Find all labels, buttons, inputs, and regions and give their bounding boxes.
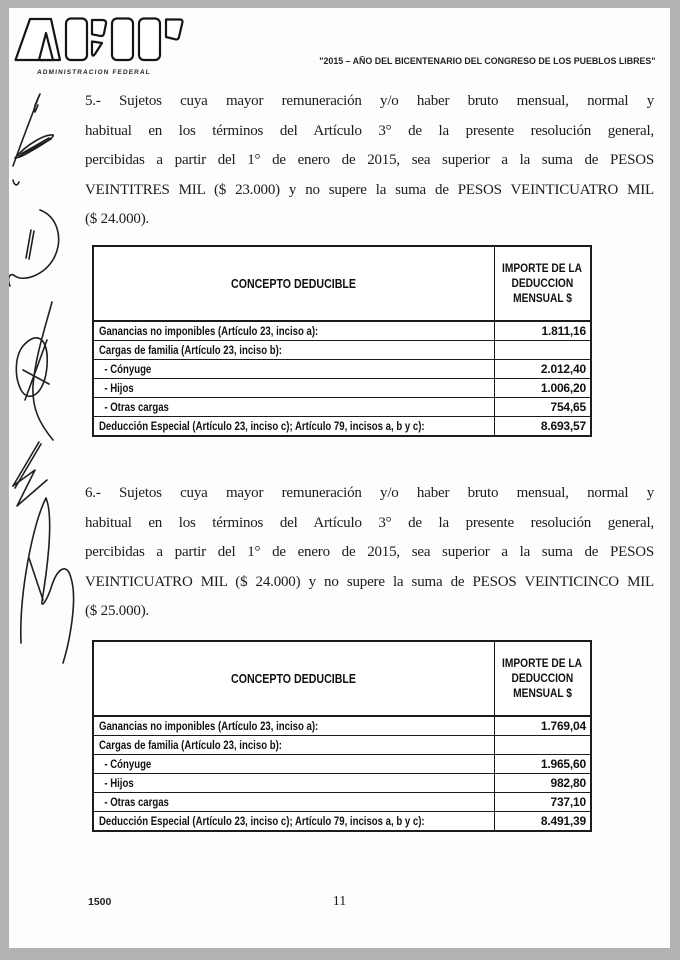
table-row: [94, 398, 590, 417]
table-body: [94, 322, 590, 435]
pen-mark-5: [21, 498, 74, 663]
text-line: 5.- Sujetos cuya mayor remuneración y/o haber bruto mensual, normal y: [85, 93, 654, 109]
table-row: [94, 755, 590, 774]
amount-header-line: IMPORTE DE LA: [502, 656, 583, 670]
pen-mark-2: [9, 210, 59, 286]
amount-cell: 982,80: [550, 776, 586, 790]
table-row: [94, 322, 590, 341]
concept-cell: Cargas de familia (Artículo 23, inciso b):: [94, 736, 495, 754]
amount-cell: [495, 341, 590, 359]
footer-page-number: 11: [332, 894, 347, 909]
concept-cell: - Otras cargas: [94, 398, 495, 416]
amount-cell: 8.693,57: [540, 419, 586, 433]
amount-header-line: MENSUAL $: [513, 291, 572, 305]
table-row: [94, 793, 590, 812]
text-line: percibidas a partir del 1° de enero de 2015, sea superior a la suma de PESOS: [85, 544, 654, 560]
concept-cell: Cargas de familia (Artículo 23, inciso b):: [94, 341, 495, 359]
pen-mark-3: [16, 302, 53, 440]
text-line: habitual en los términos del Artículo 3° de la presente resolución general,: [85, 122, 654, 139]
afip-logo: [14, 17, 214, 76]
amount-cell: 1.965,60: [540, 757, 586, 771]
text-line: ($ 24.000).: [85, 211, 150, 227]
amount-cell: 1.006,20: [540, 381, 586, 395]
table-header-row: [94, 247, 590, 322]
amount-header-line: IMPORTE DE LA: [502, 261, 583, 275]
deduction-table-1: [92, 245, 592, 437]
table-row: [94, 417, 590, 435]
concept-header-cell: CONCEPTO DEDUCIBLE: [94, 247, 495, 320]
footer-form-number: 1500: [88, 896, 112, 908]
amount-cell: 1.811,16: [541, 324, 586, 338]
concept-cell: Deducción Especial (Artículo 23, inciso c); Artículo 79, incisos a, b y c):: [94, 812, 495, 830]
amount-cell: [495, 736, 590, 754]
amount-cell: 754,65: [550, 400, 586, 414]
amount-header-cell: [495, 247, 590, 320]
text-line: ($ 25.000).: [85, 603, 150, 619]
concept-cell: Ganancias no imponibles (Artículo 23, inciso a):: [94, 322, 495, 340]
deduction-table-2: [92, 640, 592, 832]
header-motto-text: "2015 – AÑO DEL BICENTENARIO DEL CONGRESO DE LOS PUEBLOS LIBRES": [318, 56, 655, 67]
table-row: [94, 774, 590, 793]
amount-header-line: DEDUCCION: [511, 276, 574, 290]
concept-cell: - Cónyuge: [94, 360, 495, 378]
table-row: [94, 717, 590, 736]
amount-cell: 8.491,39: [540, 814, 586, 828]
table-row: [94, 341, 590, 360]
concept-cell: - Hijos: [94, 774, 495, 792]
table-body: [94, 717, 590, 830]
amount-header-cell: [495, 642, 590, 715]
afip-logo-icon: [14, 17, 190, 65]
pen-mark-1: [13, 94, 53, 185]
text-line: habitual en los términos del Artículo 3° de la presente resolución general,: [85, 514, 654, 531]
table-header-row: [94, 642, 590, 717]
concept-cell: - Otras cargas: [94, 793, 495, 811]
amount-cell: 1.769,04: [540, 719, 586, 733]
concept-cell: - Cónyuge: [94, 755, 495, 773]
concept-cell: Ganancias no imponibles (Artículo 23, inciso a):: [94, 717, 495, 735]
pen-mark-4: [13, 442, 47, 506]
table-row: [94, 736, 590, 755]
paragraph-6: [85, 479, 654, 627]
text-line: 6.- Sujetos cuya mayor remuneración y/o haber bruto mensual, normal y: [85, 485, 654, 501]
amount-cell: 737,10: [550, 795, 586, 809]
concept-cell: Deducción Especial (Artículo 23, inciso c); Artículo 79, incisos a, b y c):: [94, 417, 495, 435]
amount-header-line: DEDUCCION: [511, 671, 574, 685]
amount-cell: 2.012,40: [540, 362, 586, 376]
text-line: VEINTICUATRO MIL ($ 24.000) y no supere la suma de PESOS VEINTICINCO MIL: [85, 573, 654, 590]
concept-header-cell: CONCEPTO DEDUCIBLE: [94, 642, 495, 715]
header-motto: [294, 56, 655, 67]
concept-cell: - Hijos: [94, 379, 495, 397]
text-line: percibidas a partir del 1° de enero de 2015, sea superior a la suma de PESOS: [85, 152, 654, 168]
text-line: VEINTITRES MIL ($ 23.000) y no supere la suma de PESOS VEINTICUATRO MIL: [85, 181, 654, 198]
paragraph-5: [85, 87, 654, 235]
document-page: [9, 8, 670, 948]
amount-header-line: MENSUAL $: [513, 686, 572, 700]
logo-caption: ADMINISTRACION FEDERAL: [36, 69, 152, 76]
table-row: [94, 812, 590, 830]
table-row: [94, 379, 590, 398]
table-row: [94, 360, 590, 379]
